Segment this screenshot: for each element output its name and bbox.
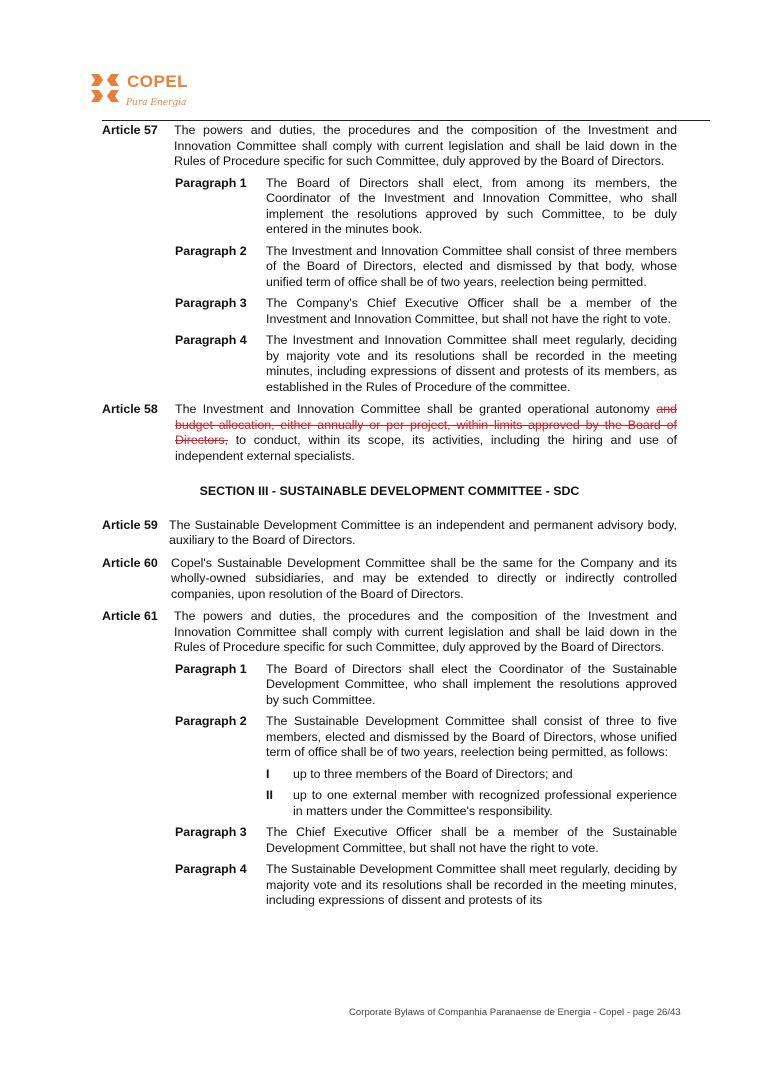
list-item: [266, 788, 677, 819]
paragraph: [175, 176, 677, 238]
article-59: [102, 518, 677, 549]
article-text-start: The Investment and Innovation Committee shall be granted operational autonomy: [175, 402, 657, 416]
article-61: [102, 609, 677, 656]
paragraph-label: Paragraph 2: [175, 714, 247, 728]
paragraph: [175, 662, 677, 709]
article-text: The powers and duties, the procedures and the composition of the Investment and Innovation Committee shall comply with current legislation and shall be laid down in the Rules of Procedure specific for such Committee, duly approved by the Board of Directors.: [174, 123, 677, 168]
article-60: [102, 556, 677, 603]
article-text: [175, 402, 677, 464]
article-58: [102, 402, 677, 464]
paragraph: [175, 244, 677, 291]
paragraph-label: Paragraph 4: [175, 862, 247, 876]
paragraph-text: The Board of Directors shall elect the Coordinator of the Sustainable Development Committee, who shall implement the resolutions approved by such Committee.: [266, 661, 677, 707]
paragraph-label: Paragraph 3: [175, 825, 247, 839]
paragraph-label: Paragraph 3: [175, 296, 247, 310]
paragraph: [175, 714, 677, 761]
paragraph-text: The Investment and Innovation Committee shall consist of three members of the Board of Directors, elected and dismissed by that body, whose unified term of office shall be of two years, reelection being permitted.: [266, 243, 677, 289]
paragraph: [175, 333, 677, 395]
article-text: Copel's Sustainable Development Committee shall be the same for the Company and its wholly-owned subsidiaries, and may be extended to directly or indirectly controlled companies, upon resolution of the Board of Directors.: [171, 555, 677, 601]
paragraph: [175, 296, 677, 327]
item-text: up to three members of the Board of Directors; and: [293, 766, 573, 781]
item-text: up to one external member with recognized professional experience in matters under the Committee's responsibility.: [293, 788, 677, 818]
paragraph-text: The Investment and Innovation Committee shall meet regularly, deciding by majority vote and its resolutions shall be recorded in the meeting minutes, including expressions of dissent and protests of its members, as established in the Rules of Procedure of the committee.: [266, 333, 677, 394]
article-text: The Sustainable Development Committee is an independent and permanent advisory body, auxiliary to the Board of Directors.: [169, 517, 677, 547]
paragraph-label: Paragraph 4: [175, 333, 247, 347]
paragraph-text: The Company's Chief Executive Officer shall be a member of the Investment and Innovation Committee, but shall not have the right to vote.: [266, 296, 677, 326]
article-label: Article 60: [102, 555, 158, 570]
logo-wordmark: COPEL: [127, 72, 189, 91]
paragraph-text: The Sustainable Development Committee shall consist of three to five members, elected and dismissed by the Board of Directors, whose unified term of office shall be of two years, reelection being permitted, as follows:: [266, 714, 677, 759]
paragraph-text: The Sustainable Development Committee shall meet regularly, deciding by majority vote and its resolutions shall be recorded in the meeting minutes, including expressions of dissent and protests of its: [266, 862, 677, 907]
article-text-end: to conduct, within its scope, its activities, including the hiring and use of independent external specialists.: [175, 433, 677, 463]
article-label: Article 58: [102, 402, 158, 416]
paragraph-text: The Board of Directors shall elect, from among its members, the Coordinator of the Investment and Innovation Committee, who shall implement the resolutions approved by such Committee, to be duly entered in the minutes book.: [266, 175, 677, 236]
item-label: I: [266, 766, 270, 781]
article-label: Article 61: [102, 609, 158, 623]
section-heading: SECTION III - SUSTAINABLE DEVELOPMENT COMMITTEE - SDC: [199, 484, 580, 498]
paragraph: [175, 825, 677, 856]
paragraph-text: The Chief Executive Officer shall be a member of the Sustainable Development Committee, but shall not have the right to vote.: [266, 825, 677, 855]
item-label: II: [266, 788, 273, 802]
list-item: [266, 767, 677, 783]
struck-text: and budget allocation, either annually or per project, within limits approved by the Board of Directors,: [175, 402, 677, 447]
paragraph-label: Paragraph 1: [175, 175, 247, 190]
paragraph-label: Paragraph 1: [175, 661, 247, 676]
paragraph: [175, 862, 677, 909]
document-body: [102, 123, 677, 909]
article-text: The powers and duties, the procedures and the composition of the Investment and Innovation Committee shall comply with current legislation and shall be laid down in the Rules of Procedure specific for such Committee, duly approved by the Board of Directors.: [174, 609, 677, 654]
article-57: [102, 123, 677, 170]
page-footer: Corporate Bylaws of Companhia Paranaense de Energia - Copel - page 26/43: [349, 1007, 681, 1018]
paragraph-label: Paragraph 2: [175, 243, 247, 258]
article-label: Article 59: [102, 517, 158, 532]
logo-tagline: Pura Energia: [126, 98, 187, 108]
header-divider: [102, 120, 710, 121]
article-label: Article 57: [102, 123, 158, 137]
